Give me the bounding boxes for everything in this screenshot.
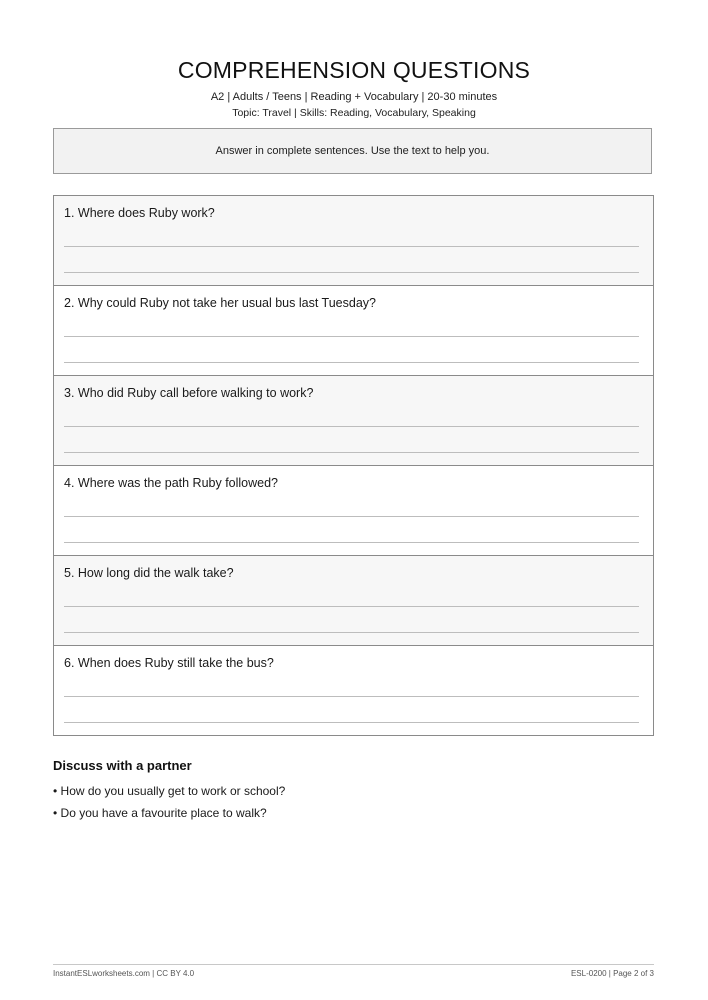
answer-line[interactable] — [64, 632, 639, 633]
instructions-box — [53, 128, 652, 174]
answer-line[interactable] — [64, 722, 639, 723]
instructions-text: Answer in complete sentences. Use the text to help you. — [215, 145, 490, 157]
question-text: 3. Who did Ruby call before walking to work? — [64, 386, 314, 400]
answer-line[interactable] — [64, 542, 639, 543]
list-item: • Do you have a favourite place to walk? — [53, 806, 267, 820]
answer-line[interactable] — [64, 606, 639, 607]
answer-line[interactable] — [64, 336, 639, 337]
answer-line[interactable] — [64, 452, 639, 453]
question-row — [54, 556, 653, 646]
footer-divider — [53, 964, 654, 965]
footer-license: InstantESLworksheets.com | CC BY 4.0 — [53, 969, 195, 978]
answer-line[interactable] — [64, 516, 639, 517]
answer-line[interactable] — [64, 696, 639, 697]
footer-page-number: ESL-0200 | Page 2 of 3 — [570, 969, 654, 978]
answer-line[interactable] — [64, 362, 639, 363]
question-text: 6. When does Ruby still take the bus? — [64, 656, 274, 670]
question-text: 4. Where was the path Ruby followed? — [64, 476, 279, 490]
level-meta: A2 | Adults / Teens | Reading + Vocabulary | 20-30 minutes — [210, 91, 498, 103]
question-row — [54, 196, 653, 286]
page-title: COMPREHENSION QUESTIONS — [177, 57, 531, 83]
list-item: • How do you usually get to work or school? — [53, 784, 286, 798]
answer-line[interactable] — [64, 246, 639, 247]
question-text: 2. Why could Ruby not take her usual bus last Tuesday? — [64, 296, 376, 310]
question-row — [54, 646, 653, 735]
question-row — [54, 376, 653, 466]
answer-line[interactable] — [64, 426, 639, 427]
question-text: 1. Where does Ruby work? — [64, 206, 215, 220]
questions-table — [53, 195, 654, 736]
discuss-heading: Discuss with a partner — [53, 758, 192, 773]
discuss-list — [53, 784, 285, 828]
question-row — [54, 286, 653, 376]
question-row — [54, 466, 653, 556]
topic-meta: Topic: Travel | Skills: Reading, Vocabulary, Speaking — [232, 107, 476, 119]
question-text: 5. How long did the walk take? — [64, 566, 234, 580]
answer-line[interactable] — [64, 272, 639, 273]
